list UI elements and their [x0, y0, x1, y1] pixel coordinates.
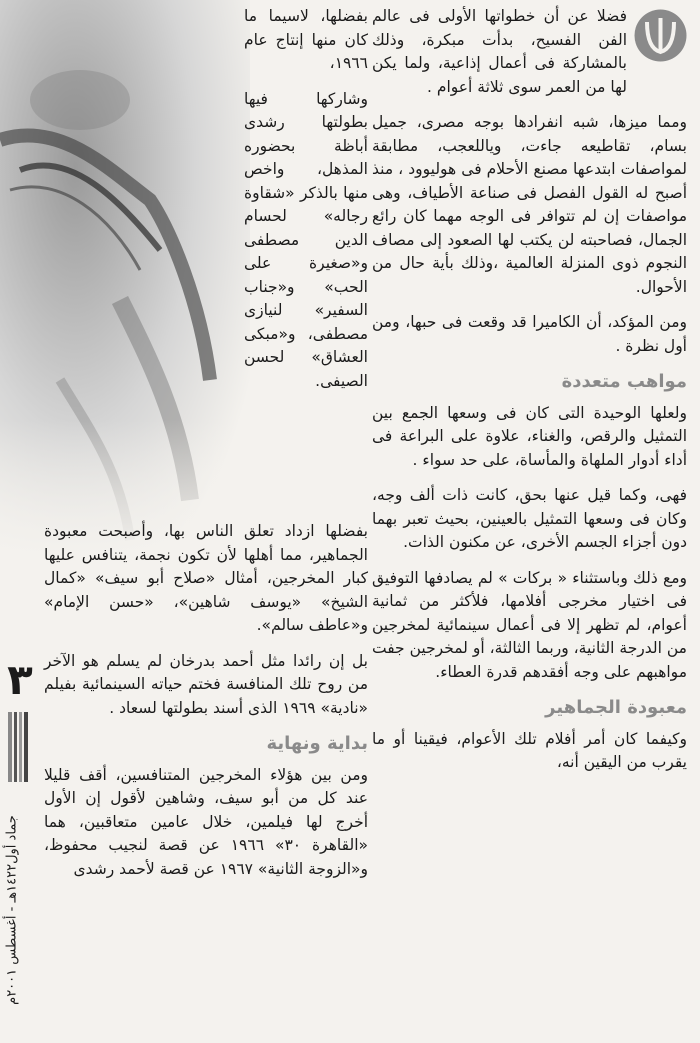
right-column — [372, 5, 687, 787]
left-bottom-column — [44, 520, 368, 893]
paragraph: فضلا عن أن خطواتها الأولى فى عالم الفن الفسيح، بدأت مبكرة، وذلك بالمشاركة فى أعمال إذاعية، ولما يكن لها من العمر سوى ثلاثة أعوام . — [372, 7, 627, 96]
paragraph: بفضلها، لاسيما ما كان منها إنتاج عام ١٩٦٦، — [244, 7, 368, 72]
paragraph: وكيفما كان أمر أفلام تلك الأعوام، فيقينا أو ما يقرب من اليقين أنه، — [372, 729, 687, 771]
paragraph: ومع ذلك وباستثناء « بركات » لم يصادفها التوفيق فى اختيار مخرجى أفلامها، فلأكثر من ثمانية أعوام، لم تظهر إلا فى أعمال سينمائية لمخرجين من الدرجة الثانية، وربما الثالثة، أو لمخرجين جفت مواهبهم على وجه أفقدهم قدرة العطاء. — [372, 568, 687, 681]
subheading: معبودة الجماهير — [545, 697, 687, 718]
paragraph: بل إن رائدا مثل أحمد بدرخان لم يسلم هو الآخر من روح تلك المنافسة فختم حياته السينمائية بفيلم «نادية» ١٩٦٩ الذى أسند بطولتها لسعاد . — [44, 651, 368, 717]
paragraph: ومن المؤكد، أن الكاميرا قد وقعت فى حبها، ومن أول نظرة . — [372, 313, 687, 355]
footer-date: جماد أول١٤٢٢هـ - أغسطس ٢٠٠١م — [4, 815, 20, 1005]
page-number: ٣ — [7, 655, 33, 704]
subheading: مواهب متعددة — [561, 371, 687, 392]
paragraph: وشاركها فيها بطولتها رشدى أباظة بحضوره المذهل، واخص منها بالذكر «شقاوة رجاله» لحسام الدين مصطفى و«صغيرة على الحب» و«جناب السفير» لنيازى مصطفى، و«مبكى العشاق» لحسن الصيفى. — [244, 89, 368, 390]
paragraph: فهى، وكما قيل عنها بحق، كانت ذات ألف وجه، وكان فى وسعها التمثيل بالعينين، بحيث تعبر بهما دون أجزاء الجسم الأخرى، عن مكنون الذات. — [372, 486, 687, 551]
left-top-column — [244, 5, 368, 405]
subheading: بداية ونهاية — [266, 733, 368, 754]
paragraph: ولعلها الوحيدة التى كان فى وسعها الجمع بين التمثيل والرقص، والغناء، علاوة على البراعة فى أداء أدوار الملهاة والمأساة، على حد سواء . — [372, 403, 687, 469]
paragraph: ومما ميزها، شبه انفرادها بوجه مصرى، جميل بسام، تقاطيعه جاءت، وياللعجب، مطابقة لمواصفات ابتدعها مصنع الأحلام فى هوليوود ، منذ أصبح له القول الفصل فى صناعة الأطياف، وهى مواصفات إن لم تتوافر فى الوجه مهما كان رائع الجمال، فصاحبته لن يكتب لها الصعود إلى مصاف النجوم ذوى المنزلة العالمية ،وذلك بأية حال من الأحوال. — [372, 113, 687, 296]
paragraph: ومن بين هؤلاء المخرجين المتنافسين، أقف قليلا عند كل من أبو سيف، وشاهين لأقول إن الأول أخرج لها فيلمين، خلال عامين متعاقبين، هما «القاهرة ٣٠» ١٩٦٦ عن قصة لنجيب محفوظ، و«الزوجة الثانية» ١٩٦٧ عن قصة لأحمد رشدى — [44, 765, 368, 878]
page-bars-decoration — [8, 712, 32, 782]
paragraph: بفضلها ازداد تعلق الناس بها، وأصبحت معبودة الجماهير، مما أهلها لأن تكون نجمة، يتنافس عليها كبار المخرجين، أمثال «صلاح أبو سيف» «كمال الشيخ» «يوسف شاهين»، «حسن الإمام» و«عاطف سالم». — [44, 522, 368, 634]
